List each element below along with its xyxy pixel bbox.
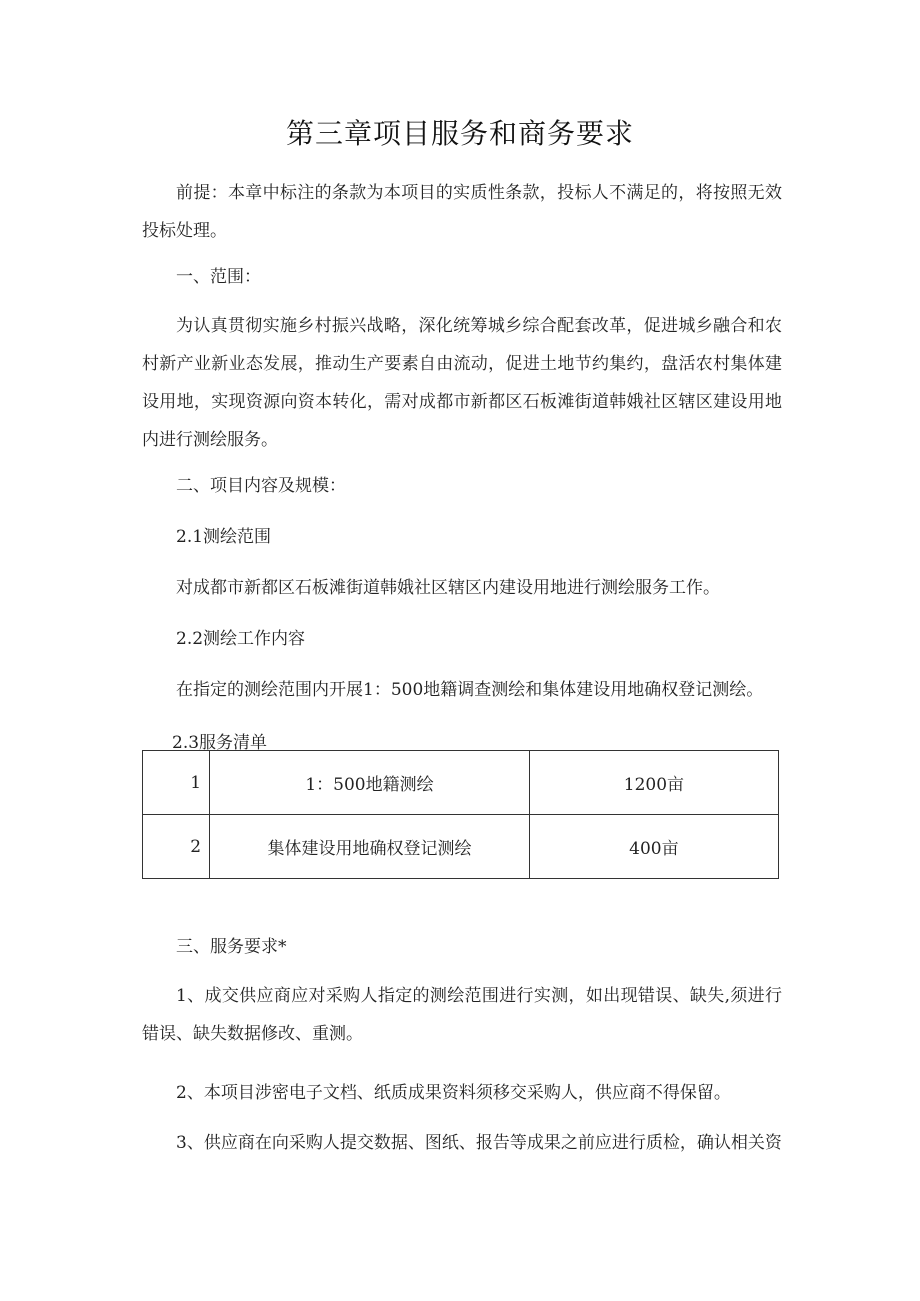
premise-paragraph: 前提：本章中标注的条款为本项目的实质性条款，投标人不满足的，将按照无效投标处理。 [142, 183, 782, 241]
service-item: 1：500地籍测绘 [210, 751, 530, 815]
subsection-2-2-heading: 2.2测绘工作内容 [176, 629, 306, 649]
section3-heading: 三、服务要求* [176, 937, 287, 957]
requirement-item-3: 3、供应商在向采购人提交数据、图纸、报告等成果之前应进行质检，确认相关资 [176, 1133, 782, 1153]
subsection-2-2-body: 在指定的测绘范围内开展1：500地籍调查测绘和集体建设用地确权登记测绘。 [176, 680, 764, 700]
table-row [143, 815, 779, 879]
subsection-2-1-body: 对成都市新都区石板滩街道韩娥社区辖区内建设用地进行测绘服务工作。 [176, 578, 720, 598]
table-row [143, 751, 779, 815]
section2-heading: 二、项目内容及规模： [176, 476, 346, 496]
service-item: 集体建设用地确权登记测绘 [210, 815, 530, 879]
row-number: 2 [143, 815, 210, 879]
section1-body: 为认真贯彻实施乡村振兴战略，深化统筹城乡综合配套改革，促进城乡融合和农村新产业新业态发展，推动生产要素自由流动，促进土地节约集约，盘活农村集体建设用地，实现资源向资本转化，需对成都市新都区石板滩街道韩娥社区辖区建设用地内进行测绘服务。 [142, 316, 782, 450]
requirement-item-2: 2、本项目涉密电子文档、纸质成果资料须移交采购人，供应商不得保留。 [176, 1083, 731, 1103]
subsection-2-1-heading: 2.1测绘范围 [176, 527, 272, 547]
service-amount: 1200亩 [529, 751, 778, 815]
service-list-table [142, 750, 779, 879]
requirement-item-1: 1、成交供应商应对采购人指定的测绘范围进行实测，如出现错误、缺失,须进行错误、缺失数据修改、重测。 [142, 986, 782, 1044]
service-amount: 400亩 [529, 815, 778, 879]
service-list-caption: 2.3服务清单 [172, 733, 268, 753]
document-title: 第三章项目服务和商务要求 [285, 117, 634, 150]
section1-heading: 一、范围： [176, 267, 261, 287]
row-number: 1 [143, 751, 210, 815]
